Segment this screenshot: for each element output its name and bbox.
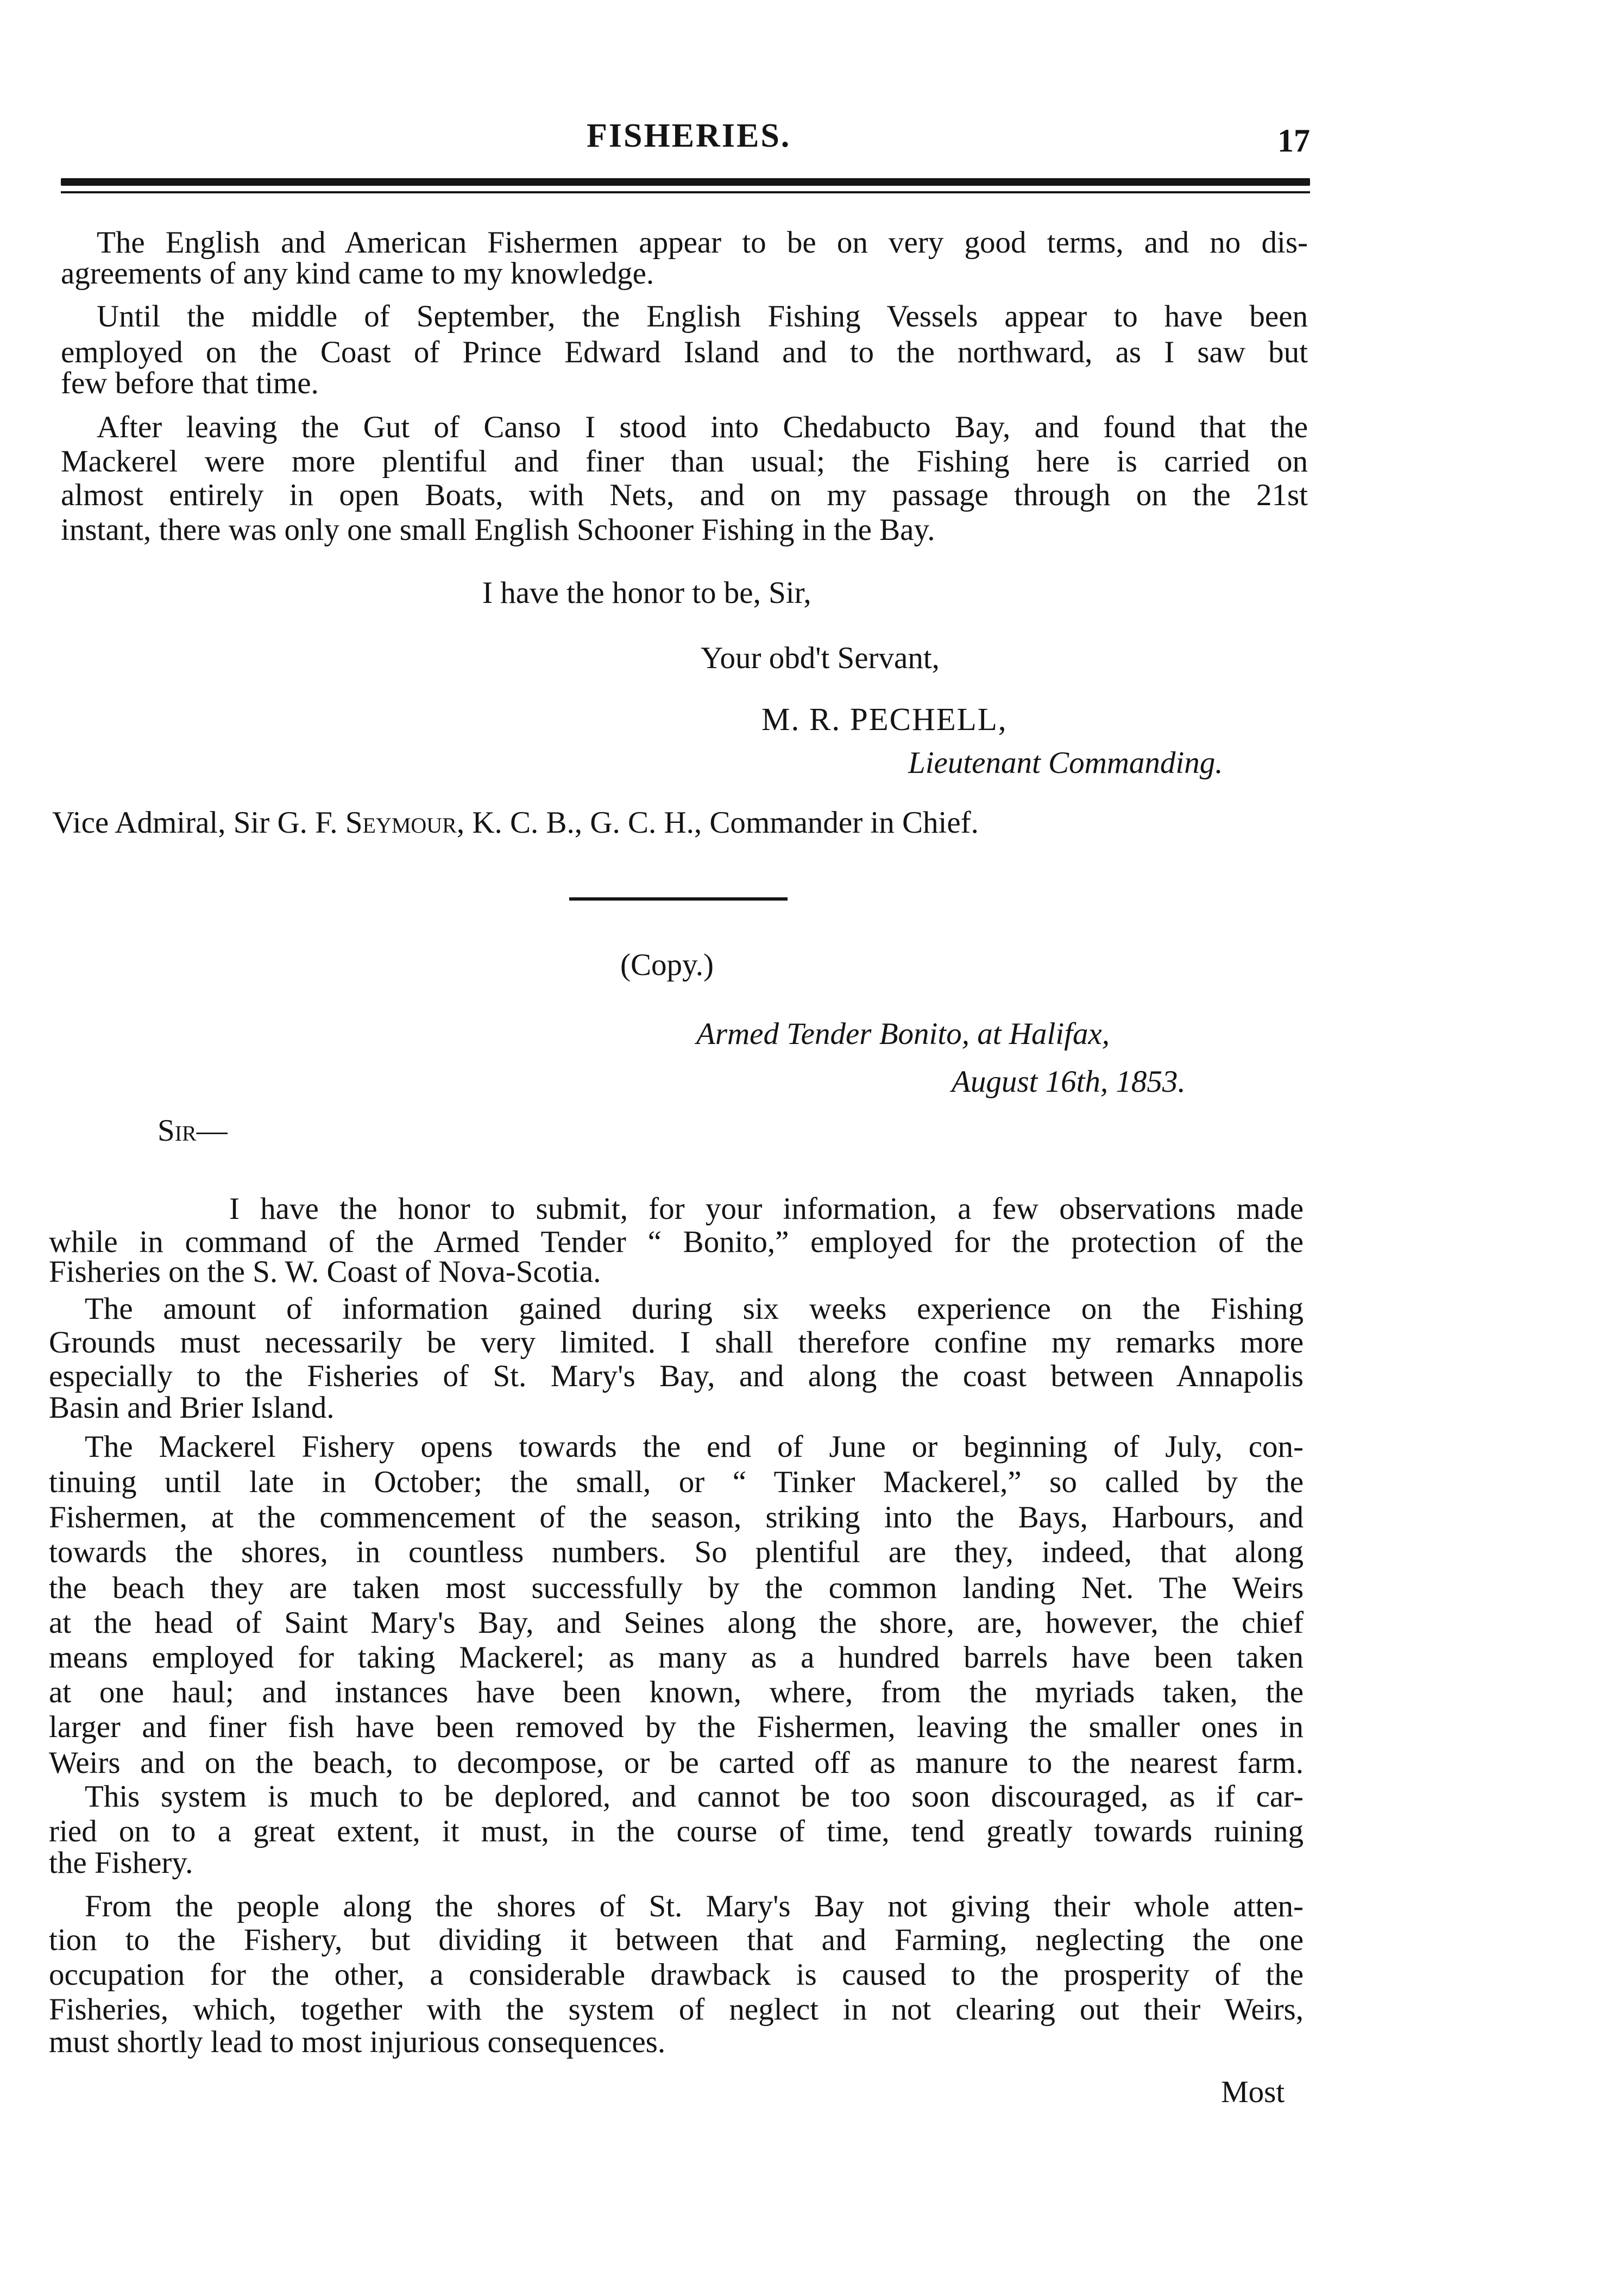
copy-label: (Copy.) [620,948,714,982]
text-line: tion to the Fishery, but dividing it between that and Farming, neglecting the one [49,1923,1304,1957]
rank-line: Lieutenant Commanding. [908,746,1223,780]
text-line: Until the middle of September, the English Fishing Vessels appear to have been [97,299,1308,334]
text-line: ried on to a great extent, it must, in the course of time, tend greatly towards ruining [49,1814,1304,1848]
text-line: at one haul; and instances have been known, where, from the myriads taken, the [49,1675,1304,1709]
text-line: few before that time. [61,366,319,400]
text-line: Grounds must necessarily be very limited. I shall therefore confine my remarks more [49,1325,1304,1360]
text-line: Weirs and on the beach, to decompose, or be carted off as manure to the nearest farm. [49,1746,1304,1780]
dateline-place: Armed Tender Bonito, at Halifax, [696,1017,1110,1051]
salutation: Sir— [158,1114,228,1148]
closing-line: I have the honor to be, Sir, [482,576,811,610]
catchword: Most [1221,2075,1285,2109]
text-line: I have the honor to submit, for your information, a few observations made [229,1192,1304,1226]
text-line: The Mackerel Fishery opens towards the end of June or beginning of July, con- [85,1430,1304,1464]
text-line: This system is much to be deplored, and cannot be too soon discouraged, as if car- [85,1779,1304,1814]
text-line: The amount of information gained during six weeks experience on the Fishing [85,1292,1304,1326]
text-line: especially to the Fisheries of St. Mary's Bay, and along the coast between Annapolis [49,1359,1304,1393]
text-line: while in command of the Armed Tender “ Bonito,” employed for the protection of the [49,1225,1304,1259]
text-line: Fisheries on the S. W. Coast of Nova-Scotia. [49,1255,601,1289]
text-line: occupation for the other, a considerable drawback is caused to the prosperity of the [49,1958,1304,1992]
text-line: tinuing until late in October; the small, or “ Tinker Mackerel,” so called by the [49,1465,1304,1499]
text-line: After leaving the Gut of Canso I stood into Chedabucto Bay, and found that the [97,410,1308,444]
text-line: larger and finer fish have been removed by the Fishermen, leaving the smaller ones in [49,1710,1304,1744]
page-number: 17 [1277,123,1310,159]
dateline-date: August 16th, 1853. [952,1065,1186,1099]
addressee-prefix: Vice Admiral, Sir G. F. [52,806,345,840]
signature: M. R. PECHELL, [761,701,1008,737]
addressee-suffix: , K. C. B., G. C. H., Commander in Chief. [456,806,979,840]
text-line: towards the shores, in countless numbers. So plentiful are they, indeed, that along [49,1535,1304,1569]
text-line: the beach they are taken most successfully by the common landing Net. The Weirs [49,1571,1304,1605]
text-line: Fisheries, which, together with the system of neglect in not clearing out their Weirs, [49,1992,1304,2027]
text-line: the Fishery. [49,1846,193,1880]
text-line: at the head of Saint Mary's Bay, and Seines along the shore, are, however, the chief [49,1606,1304,1640]
text-line: almost entirely in open Boats, with Nets, and on my passage through on the 21st [61,478,1308,512]
text-line: From the people along the shores of St. Mary's Bay not giving their whole atten- [85,1889,1304,1923]
text-line: must shortly lead to most injurious consequences. [49,2025,666,2059]
addressee-surname: Seymour [345,806,457,840]
text-line: Fishermen, at the commencement of the season, striking into the Bays, Harbours, and [49,1500,1304,1534]
text-line: instant, there was only one small English Schooner Fishing in the Bay. [61,513,935,547]
text-line: Mackerel were more plentiful and finer than usual; the Fishing here is carried on [61,444,1308,479]
text-line: agreements of any kind came to my knowledge. [61,256,654,291]
text-line: employed on the Coast of Prince Edward Island and to the northward, as I saw but [61,335,1308,369]
text-line: Basin and Brier Island. [49,1391,335,1425]
valediction: Your obd't Servant, [701,641,940,675]
running-title: FISHERIES. [587,117,791,154]
text-line: means employed for taking Mackerel; as many as a hundred barrels have been taken [49,1640,1304,1675]
text-line: The English and American Fishermen appear to be on very good terms, and no dis- [97,225,1308,260]
